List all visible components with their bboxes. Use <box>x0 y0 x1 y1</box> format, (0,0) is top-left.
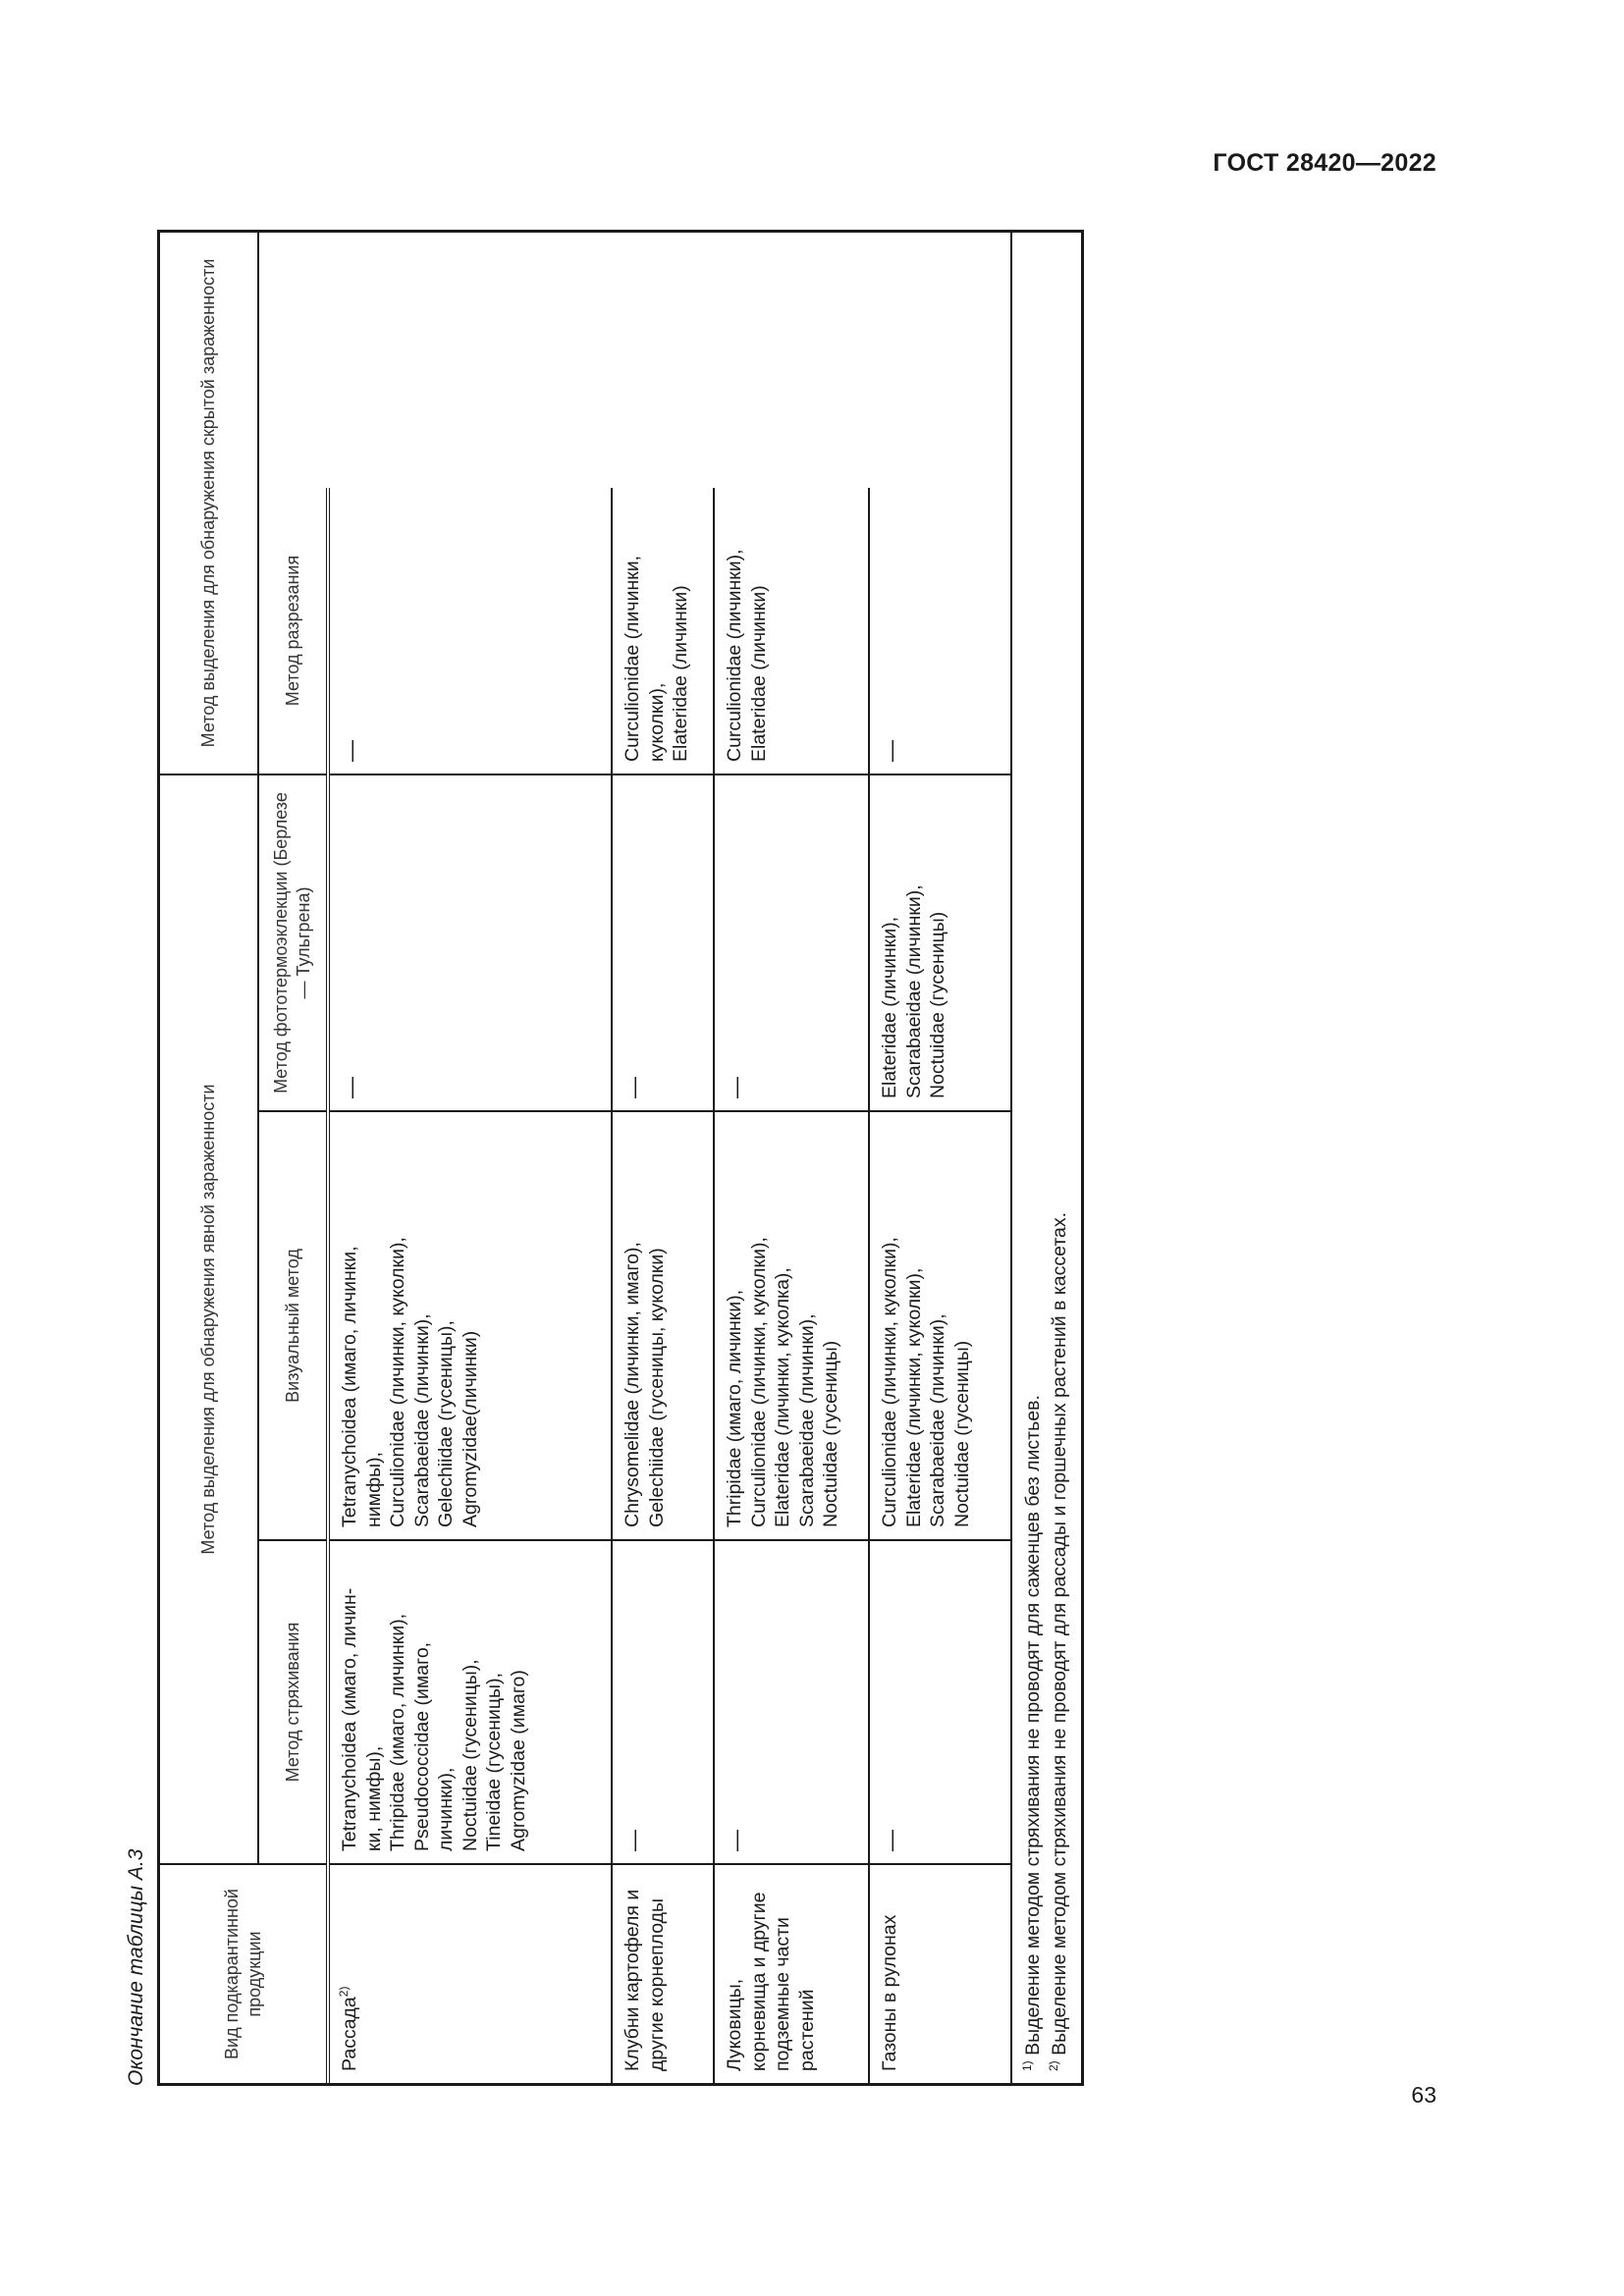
product-cell: Луковицы, корневища и другие подземные части растений <box>714 1864 869 2083</box>
header-hidden-infestation: Метод выделения для обнаружения скрытой зараженности <box>160 233 258 774</box>
visual-cell: Curculionidae (личинки, куколки), Elateridae (личинки, куколки), Scarabaeidae (личинки), Noctuidae (гусеницы) <box>869 1111 1011 1540</box>
header-photothermo: Метод фототермоэклекции (Берлезе — Тульгрена) <box>258 774 328 1111</box>
shaking-cell: — <box>612 1540 714 1864</box>
cutting-cell: Curculionidae (личинки), Elateridae (личинки) <box>714 488 869 774</box>
visual-cell: Tetranychoidea (имаго, личинки, нимфы), Curculionidae (личинки, куколки), Scarabaeidae (личинки), Gelechiidae (гусеницы), Agromyzidae(личинки) <box>328 1111 612 1540</box>
header-open-infestation: Метод выделения для обнаружения явной зараженности <box>160 774 258 1864</box>
rotated-table-block <box>116 217 1071 2086</box>
footnote-1: $^{1)}$ Выделение методом стряхивания не проводят для саженцев без листьев. <box>1020 1395 1044 2071</box>
photothermo-cell: — <box>612 774 714 1111</box>
table-frame <box>157 230 1084 2086</box>
shaking-cell: — <box>869 1540 1011 1864</box>
cutting-cell: — <box>869 488 1011 774</box>
photothermo-cell: Elateridae (личинки), Scarabaeidae (личинки), Noctuidae (гусеницы) <box>869 774 1011 1111</box>
table-row <box>612 233 714 2083</box>
page-number: 63 <box>1411 2082 1436 2108</box>
table-row <box>869 233 1011 2083</box>
footnote-ref: 2) <box>337 1986 351 1998</box>
table-caption: Окончание таблицы А.3 <box>125 1848 147 2086</box>
visual-cell: Chrysomelidae (личинки, имаго), Gelechiidae (гусеницы, куколки) <box>612 1111 714 1540</box>
cutting-cell: — <box>328 488 612 774</box>
shaking-cell: Tetranychoidea (имаго, личин- ки, нимфы), Thripidae (имаго, личинки), Pseudococcidae (имаго, личинки), Noctuidae (гусеницы), Tineidae (гусеницы), Agromyzidae (имаго) <box>328 1540 612 1864</box>
standard-number: ГОСТ 28420—2022 <box>1213 149 1436 177</box>
footnote-2: $^{2)}$ Выделение методом стряхивания не проводят для рассады и горшечных растений в кассетах. <box>1047 1211 1071 2071</box>
visual-cell: Thripidae (имаго, личинки), Curculionidae (личинки, куколки), Elateridae (личинки, куколка), Scarabaeidae (личинки), Noctuidae (гусеницы) <box>714 1111 869 1540</box>
photothermo-cell: — <box>714 774 869 1111</box>
table-row <box>328 233 612 2083</box>
table-row <box>714 233 869 2083</box>
footnotes <box>1011 233 1083 2083</box>
header-shaking: Метод стряхивания <box>258 1540 328 1864</box>
header-cutting: Метод разрезания <box>258 488 328 774</box>
header-product: Вид подкарантинной продукции <box>160 1864 328 2083</box>
product-cell: Рассада$^{2)}$ <box>328 1864 612 2083</box>
header-visual: Визуальный метод <box>258 1111 328 1540</box>
footnotes-row <box>1011 233 1083 2083</box>
shaking-cell: — <box>714 1540 869 1864</box>
cutting-cell: Curculionidae (личинки, куколки), Elateridae (личинки) <box>612 488 714 774</box>
infestation-methods-table <box>160 233 1084 2083</box>
photothermo-cell: — <box>328 774 612 1111</box>
product-cell: Клубни картофеля и другие корнеплоды <box>612 1864 714 2083</box>
product-cell: Газоны в рулонах <box>869 1864 1011 2083</box>
